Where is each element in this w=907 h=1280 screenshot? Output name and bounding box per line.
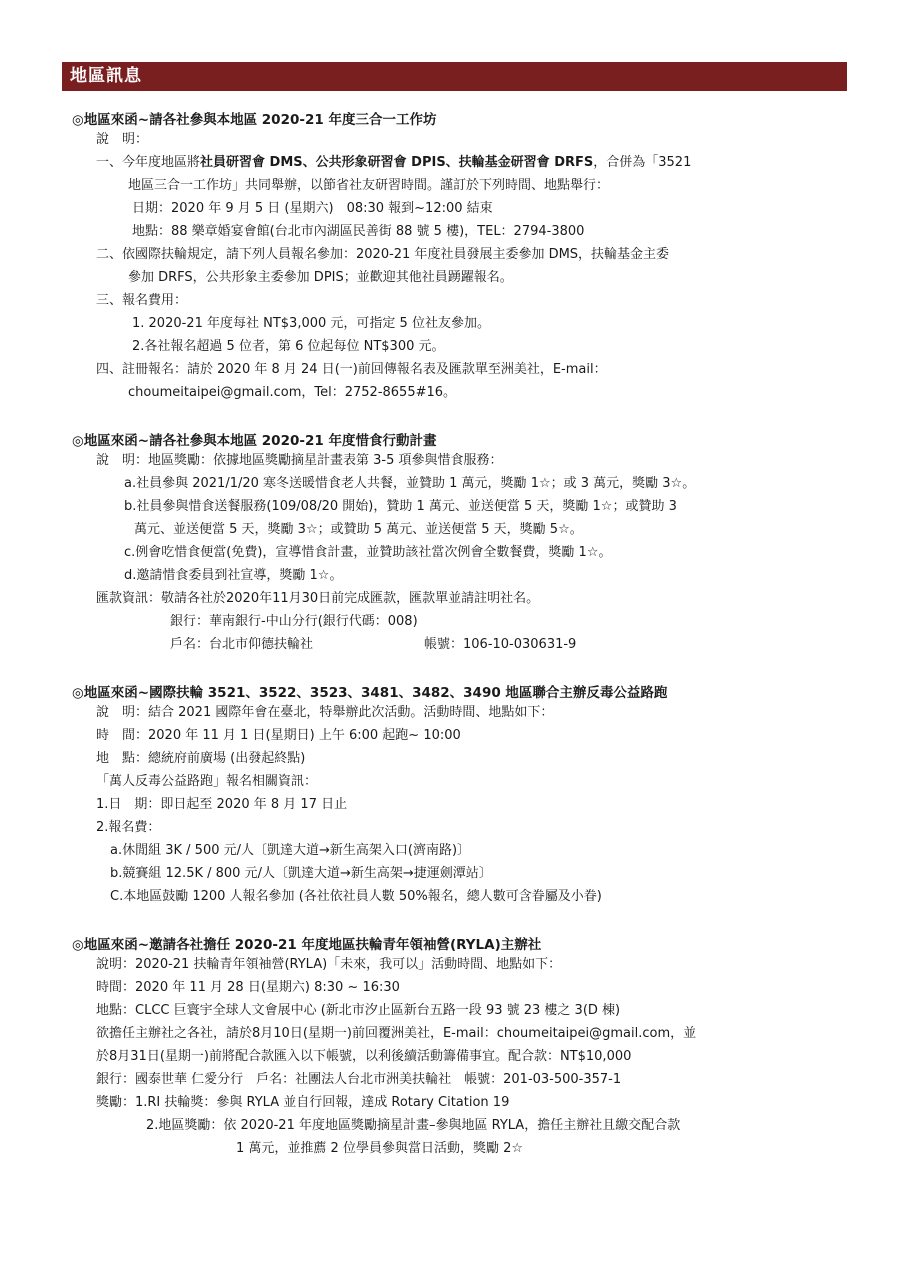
email-text: choumeitaipei@gmail.com，Tel：2752-8655#16。 [128,385,457,400]
text-line: 時 間：2020 年 11 月 1 日(星期日) 上午 6:00 起跑~ 10:00 [96,728,461,743]
text-line: 時間：2020 年 11 月 28 日(星期六) 8:30 ~ 16:30 [96,980,400,995]
text-line: c.例會吃惜食便當(免費)，宣導惜食計畫，並贊助該社當次例會全數餐費，獎勵 1☆。 [124,545,612,560]
text-line: d.邀請惜食委員到社宣導，獎勵 1☆。 [124,568,343,583]
text-line: 參加 DRFS，公共形象主委參加 DPIS；並歡迎其他社員踴躍報名。 [128,270,513,285]
text-line: 銀行：華南銀行-中山分行(銀行代碼：008) [170,614,418,629]
text-span-bold: 社員研習會 DMS、公共形象研習會 DPIS、扶輪基金研習會 DRFS [200,155,594,170]
text-line: 1. 2020-21 年度每社 NT$3,000 元，可指定 5 位社友參加。 [132,316,490,331]
text-line: 1 萬元，並推薦 2 位學員參與當日活動，獎勵 2☆ [236,1141,523,1156]
text-line: 獎勵：1.RI 扶輪獎：參與 RYLA 並自行回報，達成 Rotary Citation 19 [96,1095,510,1110]
text-line [96,154,691,172]
text-line: b.競賽組 12.5K / 800 元/人〔凱達大道→新生高架→捷運劍潭站〕 [110,866,492,881]
text-line: b.社員參與惜食送餐服務(109/08/20 開始)，贊助 1 萬元、並送便當 5 天，獎勵 1☆；或贊助 3 [124,499,677,514]
text-line: 日期：2020 年 9 月 5 日 (星期六) 08:30 報到~12:00 結束 [132,201,493,216]
text-line: 二、依國際扶輪規定，請下列人員報名參加：2020-21 年度社員發展主委參加 DMS，扶輪基金主委 [96,247,670,262]
text-line: 說 明：地區獎勵：依據地區獎勵摘星計畫表第 3-5 項參與惜食服務： [96,453,503,468]
text-span: ，合併為「3521 [593,155,692,170]
section-title-ryla: ◎地區來函~邀請各社擔任 2020-21 年度地區扶輪青年領袖營(RYLA)主辦社 [72,937,542,953]
text-line: 地點：CLCC 巨寰宇全球人文會展中心 (新北市汐止區新台五路一段 93 號 23 樓之 3(D 棟) [96,1003,621,1018]
account-number: 帳號：106-10-030631-9 [424,637,577,652]
text-span: 一、今年度地區將 [96,155,201,170]
text-line: 說明：2020-21 扶輪青年領袖營(RYLA)「未來，我可以」活動時間、地點如下： [96,957,562,972]
text-line: 2.地區獎勵：依 2020-21 年度地區獎勵摘星計畫–參與地區 RYLA，擔任主辦社且繳交配合款 [146,1118,681,1133]
section-title-anti-drug-run: ◎地區來函~國際扶輪 3521、3522、3523、3481、3482、3490 地區聯合主辦反毒公益路跑 [72,685,668,701]
text-line: 1.日 期：即日起至 2020 年 8 月 17 日止 [96,797,348,812]
text-line: 說 明：結合 2021 國際年會在臺北，特舉辦此次活動。活動時間、地點如下： [96,705,554,720]
text-line: a.休閒組 3K / 500 元/人〔凱達大道→新生高架入口(濟南路)〕 [110,843,471,858]
text-line: 四、註冊報名：請於 2020 年 8 月 24 日(一)前回傳報名表及匯款單至洲美社，E-mail： [96,362,607,377]
text-line: C.本地區鼓勵 1200 人報名參加 (各社依社員人數 50%報名，總人數可含眷屬及小眷) [110,889,602,904]
text-line: 戶名：台北市仰德扶輪社 [170,637,314,652]
text-line: 於8月31日(星期一)前將配合款匯入以下帳號，以利後續活動籌備事宜。配合款：NT$10,000 [96,1049,632,1064]
text-line: 「萬人反毒公益路跑」報名相關資訊： [96,774,318,789]
text-line: 2.報名費： [96,820,161,835]
text-line: a.社員參與 2021/1/20 寒冬送暖惜食老人共餐，並贊助 1 萬元，獎勵 1☆；或 3 萬元，獎勵 3☆。 [124,476,696,491]
section-banner: 地區訊息 [62,62,847,91]
text-line: 地點：88 樂章婚宴會館(台北市內湖區民善街 88 號 5 樓)，TEL：2794-3800 [132,224,585,239]
text-line: 地 點：總統府前廣場 (出發起終點) [96,751,306,766]
text-line: 匯款資訊：敬請各社於2020年11月30日前完成匯款，匯款單並請註明社名。 [96,591,540,606]
text-line: 三、報名費用： [96,293,188,308]
section-title-workshop: ◎地區來函~請各社參與本地區 2020-21 年度三合一工作坊 [72,112,437,128]
text-line: 說 明： [96,132,149,147]
text-line: 地區三合一工作坊」共同舉辦，以節省社友研習時間。謹訂於下列時間、地點舉行： [128,178,610,193]
text-line: 萬元、並送便當 5 天，獎勵 3☆；或贊助 5 萬元、並送便當 5 天，獎勵 5☆。 [134,522,583,537]
section-title-food-saving: ◎地區來函~請各社參與本地區 2020-21 年度惜食行動計畫 [72,433,437,449]
text-line: 2.各社報名超過 5 位者，第 6 位起每位 NT$300 元。 [132,339,445,354]
text-line: 銀行：國泰世華 仁愛分行 戶名：社團法人台北市洲美扶輪社 帳號：201-03-500-357-1 [96,1072,622,1087]
text-line: 欲擔任主辦社之各社，請於8月10日(星期一)前回覆洲美社，E-mail：choumeitaipei@gmail.com，並 [96,1026,697,1041]
